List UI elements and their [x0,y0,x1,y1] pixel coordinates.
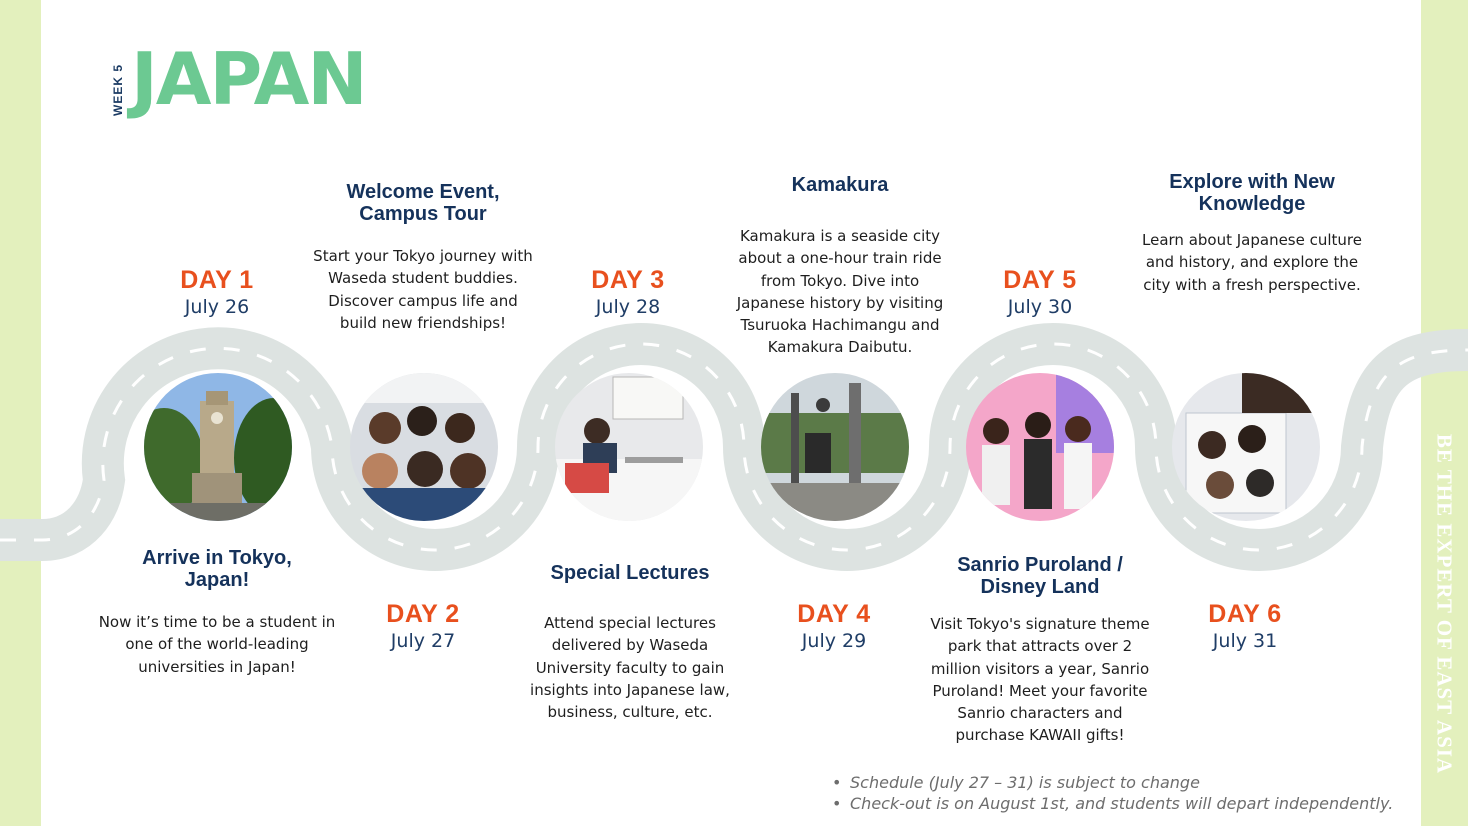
page-title: JAPAN [131,37,366,121]
activity-description: Start your Tokyo journey with Waseda student buddies. Discover campus life and build new friendships! [313,247,533,332]
schedule-notes [832,772,1393,814]
day-date: July 30 [1007,296,1073,318]
activity-description: Learn about Japanese culture and history, and explore the city with a fresh perspective. [1142,231,1362,294]
day-3-marker [538,266,718,320]
day-6-activity [1140,171,1365,296]
day-6-marker [1155,600,1335,654]
day-date: July 31 [1212,630,1278,652]
photo-booth-sticker-photo [1172,373,1320,521]
activity-description: Attend special lectures delivered by Waseda University faculty to gain insights into Japanese law, business, culture, etc. [530,614,730,722]
day-2-marker [333,600,513,654]
day-5-marker [950,266,1130,320]
student-group-selfie-photo [350,373,498,521]
activity-title: Sanrio Puroland / Disney Land [957,554,1123,598]
day-label: DAY 1 [180,266,254,294]
activity-title: Kamakura [791,174,889,196]
day-date: July 26 [184,296,250,318]
waseda-okuma-clock-tower-photo [144,373,292,521]
day-2-activity [313,181,533,334]
activity-description: Visit Tokyo's signature theme park that attracts over 2 million visitors a year, Sanrio Puroland! Meet your favorite Sanrio characters and purchase KAWAII gifts! [930,615,1150,745]
day-4-activity [728,174,953,359]
day-date: July 29 [801,630,867,652]
activity-title: Welcome Event, Campus Tour [346,181,500,225]
day-1-activity [97,547,337,678]
note-item: • Check-out is on August 1st, and students will depart independently. [832,793,1393,814]
activity-description: Now it’s time to be a student in one of the world-leading universities in Japan! [98,613,336,676]
activity-title: Arrive in Tokyo, Japan! [142,547,292,591]
day-3-activity [520,562,740,723]
day-date: July 27 [390,630,456,652]
activity-title: Explore with New Knowledge [1169,171,1335,215]
week-label: WEEK 5 [111,63,125,117]
day-label: DAY 3 [591,266,665,294]
sanrio-puroland-group-photo [966,373,1114,521]
day-4-marker [744,600,924,654]
lecture-classroom-photo [555,373,703,521]
note-item: • Schedule (July 27 – 31) is subject to change [832,772,1393,793]
kamakura-railway-crossing-photo [761,373,909,521]
day-label: DAY 6 [1208,600,1282,628]
day-label: DAY 5 [1003,266,1077,294]
side-banner-text: BE THE EXPERT OF EAST ASIA [1432,433,1457,775]
day-1-marker [127,266,307,320]
activity-description: Kamakura is a seaside city about a one-hour train ride from Tokyo. Dive into Japanese history by visiting Tsuruoka Hachimangu and Kamakura Daibutu. [736,227,944,357]
activity-title: Special Lectures [550,562,710,584]
day-5-activity [925,554,1155,747]
day-label: DAY 4 [797,600,871,628]
day-date: July 28 [595,296,661,318]
day-label: DAY 2 [386,600,460,628]
